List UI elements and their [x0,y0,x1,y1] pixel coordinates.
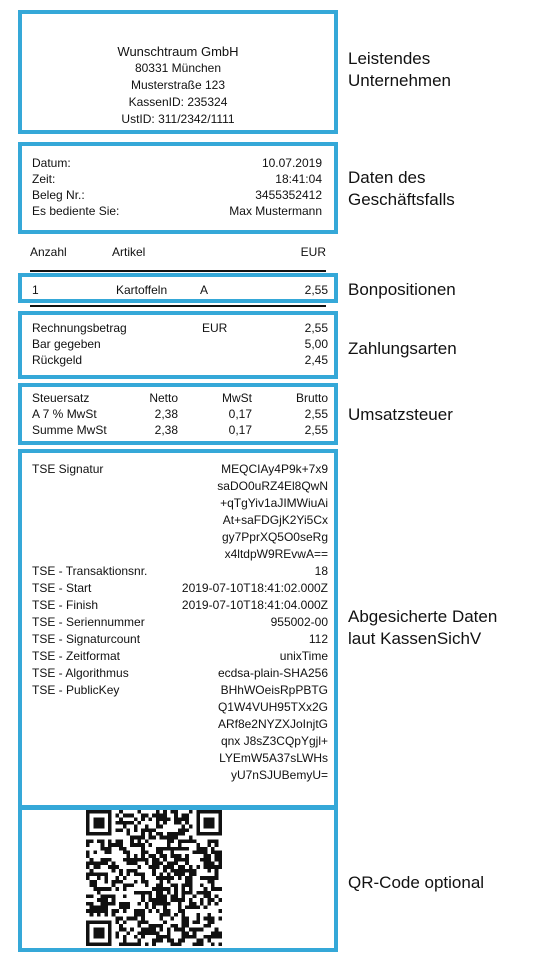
tax-header: MwSt [222,391,252,405]
annotation-payment: Zahlungsarten [348,339,457,358]
tax-box [18,383,338,445]
tax-header: Steuersatz [32,391,90,405]
annotation-tse: Abgesicherte Daten laut KassenSichV [348,607,498,648]
tse-field-row: TSE - Finish 2019-07-10T18:41:04.000Z [32,598,328,612]
tse-field-row: TSE - Transaktionsnr. 18 [32,564,328,578]
annotation-transaction: Daten des Geschäftsfalls [348,168,455,209]
tse-fields [32,563,328,682]
tax-gross: 2,55 [304,423,328,437]
company-street: Musterstraße 123 [130,78,226,92]
transaction-box [18,142,338,234]
tse-publickey-value: BHhWOeisRpPBTG Q1W4VUH95TXx2G ARf8e2NYZXJoInjtG qnx J8sZ3CQpYgjl+ LYEmW5A37sLWHs yU7nSJUBemyU= [217,683,328,782]
tse-field-row: TSE - Start 2019-07-10T18:41:02.000Z [32,581,328,595]
company-box [18,10,338,134]
given-value: 5,00 [304,337,328,351]
tax-header: Netto [149,391,178,405]
qr-code [86,810,222,946]
tse-field-row: TSE - Signaturcount 112 [32,632,328,646]
tax-vat: 0,17 [228,423,252,437]
tse-signature-value: MEQCIAy4P9k+7x9 saDO0uRZ4El8QwN +qTgYiv1aJIMWiuAi At+saFDGjK2Yi5Cx gy7PprXQ5O0seRg x4ltdpW9REvwA== [217,462,328,561]
transaction-row: Beleg Nr.: 3455352412 [32,188,322,202]
tax-vat: 0,17 [228,407,252,421]
tse-field-row: TSE - Seriennummer 955002-00 [32,615,328,629]
tax-net: 2,38 [154,407,178,421]
given-label: Bar gegeben [32,337,101,351]
total-currency: EUR [202,321,228,335]
tax-gross: 2,55 [304,407,328,421]
tax-rate: A 7 % MwSt [32,407,97,421]
tax-header: Brutto [295,391,328,405]
tse-publickey-label: TSE - PublicKey [32,683,120,697]
total-value: 2,55 [304,321,328,335]
tse-signature-label: TSE Signatur [32,462,104,476]
tse-field-row: TSE - Zeitformat unixTime [32,649,328,663]
tse-field-row: TSE - Algorithmus ecdsa-plain-SHA256 [32,666,328,680]
payment-box [18,311,338,379]
transaction-row: Es bediente Sie: Max Mustermann [32,204,322,218]
annotation-company: Leistendes Unternehmen [348,49,452,90]
change-label: Rückgeld [32,353,83,367]
annotation-tax: Umsatzsteuer [348,405,453,424]
items-box: 1 Kartoffeln A 2,55 [18,273,338,303]
ust-id: UstID: 311/2342/1111 [121,112,235,126]
annotation-qr: QR-Code optional [348,873,485,892]
tse-box [18,449,338,809]
tax-net: 2,38 [154,423,178,437]
change-value: 2,45 [304,353,328,367]
separator-line [30,270,326,272]
company-name: Wunschtraum GmbH [117,44,239,59]
transaction-row: Zeit: 18:41:04 [32,172,322,186]
total-label: Rechnungsbetrag [32,321,127,335]
company-city: 80331 München [134,61,222,75]
annotation-items: Bonpositionen [348,280,456,299]
transaction-row: Datum: 10.07.2019 [32,156,322,170]
separator-line [30,305,326,307]
tax-rate: Summe MwSt [32,423,107,437]
kassen-id: KassenID: 235324 [128,95,228,109]
